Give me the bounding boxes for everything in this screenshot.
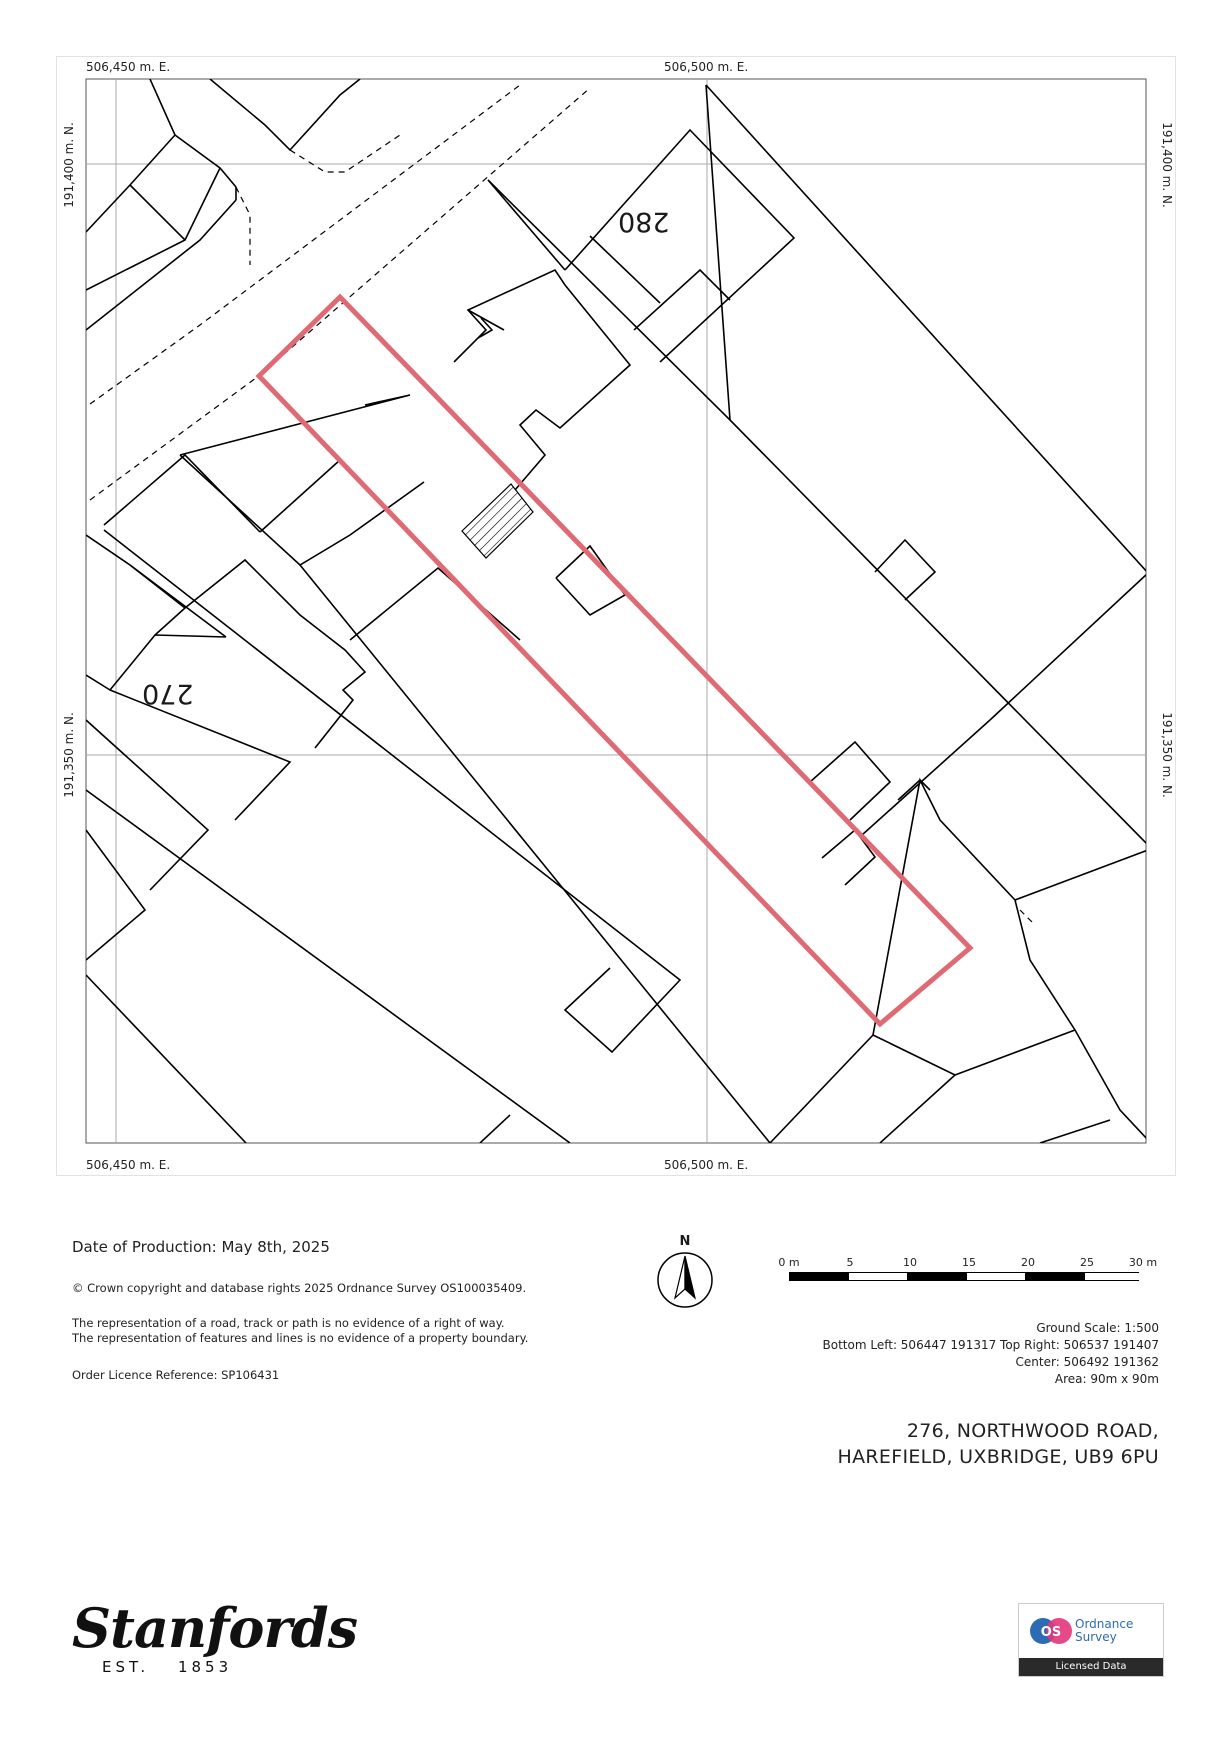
grid-label-top-left: 506,450 m. E. [86,60,171,74]
licensed-data-badge: Licensed Data [1019,1658,1163,1676]
scale-label-25: 25 [1080,1256,1094,1269]
grid-label-right-upper: 191,400 m. N. [1159,122,1174,208]
grid-label-left-upper: 191,400 m. N. [61,122,76,208]
scale-bar-graphic [789,1272,1139,1286]
est-year: 1853 [177,1658,233,1676]
scale-label-5: 5 [846,1256,854,1269]
ordnance-survey-badge [1018,1603,1164,1677]
os-logo-icon [1029,1616,1073,1646]
os-mark: OS [1040,1625,1062,1640]
est-label: EST. [102,1658,150,1676]
grid-lines [86,79,1146,1143]
property-lines [86,79,1148,1143]
hatched-feature [462,484,533,558]
grid-label-left-lower: 191,350 m. N. [61,712,76,798]
os-name [1075,1618,1133,1644]
grid-label-right-lower: 191,350 m. N. [1159,712,1174,798]
copyright-notice: © Crown copyright and database rights 2025 Ordnance Survey OS100035409. [72,1281,527,1295]
north-arrow [656,1234,714,1310]
licence-reference: Order Licence Reference: SP106431 [72,1368,280,1382]
house-number-280: 280 [618,206,670,237]
scale-label-15: 15 [962,1256,976,1269]
date-of-production: Date of Production: May 8th, 2025 [72,1238,330,1256]
house-number-270: 270 [142,678,194,709]
grid-label-bottom-left: 506,450 m. E. [86,1158,171,1172]
area: Area: 90m x 90m [1054,1372,1159,1386]
grid-label-bottom-right: 506,500 m. E. [664,1158,749,1172]
scale-label-30: 30 m [1128,1256,1158,1269]
stanfords-logo [72,1596,358,1688]
scale-bar [778,1256,1158,1296]
map-inner-border [86,79,1146,1143]
os-line-2: Survey [1075,1630,1117,1644]
os-line-1: Ordnance [1075,1617,1134,1631]
ground-scale: Ground Scale: 1:500 [1036,1321,1159,1335]
disclaimer-road: The representation of a road, track or path is no evidence of a right of way. [72,1316,505,1330]
extent: Bottom Left: 506447 191317 Top Right: 506537 191407 [822,1338,1159,1352]
compass-icon [656,1251,714,1309]
scale-label-10: 10 [903,1256,917,1269]
property-address [599,1418,1159,1470]
center: Center: 506492 191362 [1015,1355,1159,1369]
disclaimer-boundary: The representation of features and lines is no evidence of a property boundary. [72,1331,529,1345]
address-line-1: 276, NORTHWOOD ROAD, [906,1420,1159,1442]
address-line-2: HAREFIELD, UXBRIDGE, UB9 6PU [837,1446,1159,1468]
scale-label-20: 20 [1021,1256,1035,1269]
map-metadata [639,1320,1159,1388]
grid-label-top-right: 506,500 m. E. [664,60,749,74]
scale-label-0: 0 m [778,1256,800,1269]
stanfords-wordmark: Stanfords [72,1596,358,1660]
north-label: N [679,1234,691,1249]
